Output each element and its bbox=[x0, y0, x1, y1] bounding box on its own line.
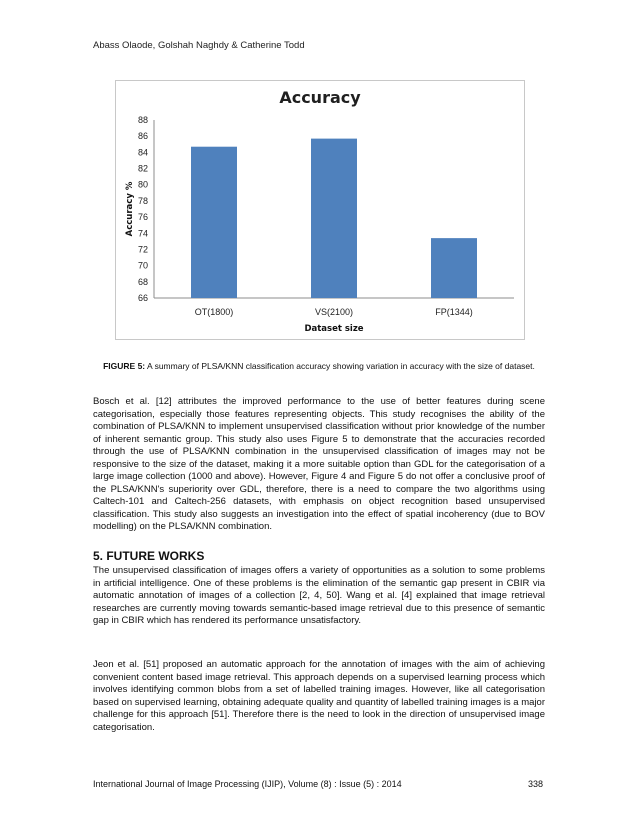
chart-title: Accuracy bbox=[279, 88, 361, 107]
figure-chart-frame bbox=[115, 80, 525, 340]
y-tick-label: 70 bbox=[137, 260, 148, 271]
y-axis-title: Accuracy % bbox=[125, 181, 135, 237]
y-tick-label: 84 bbox=[137, 147, 148, 158]
y-tick-label: 68 bbox=[137, 276, 148, 287]
y-tick-label: 88 bbox=[137, 115, 148, 125]
y-tick-label: 66 bbox=[137, 293, 148, 303]
figure-caption-text: A summary of PLSA/KNN classification accuracy showing variation in accuracy with the size of dataset. bbox=[145, 361, 535, 371]
bar-fp-1344 bbox=[431, 238, 477, 298]
bar-ot-1800 bbox=[191, 147, 237, 298]
figure-caption bbox=[93, 360, 545, 372]
body-paragraph-2: The unsupervised classification of images offers a variety of opportunities as a solution to some problems in artificial intelligence. One of these problems is the elimination of the semantic gap present in CBIR via automatic annotation of images of a collection [2, 4, 50]. Wang et al. [4] explained that image retrieval researches are currently moving towards semantic-based image retrieval due to this presence of semantic gap in CBIR which has rendered its performance unsatisfactory. bbox=[93, 565, 545, 626]
y-tick-label: 82 bbox=[137, 163, 148, 174]
accuracy-bar-chart bbox=[116, 81, 524, 339]
footer-page-number: 338 bbox=[528, 779, 544, 789]
x-category-label: VS(2100) bbox=[314, 307, 354, 317]
y-tick-label: 86 bbox=[137, 131, 148, 142]
x-category-label: OT(1800) bbox=[194, 307, 234, 317]
body-paragraph-3: Jeon et al. [51] proposed an automatic approach for the annotation of images with the aim of achieving convenient content based image retrieval. This approach depends on a supervised learning process which involves identifying common blobs from a set of labelled training images. However, like all categorisation based on supervised learning, obtaining adequate quality and quantity of labelled training images is a major challenge for this approach [51]. Therefore there is the need to look in the direction of unsupervised image categorisation. bbox=[93, 659, 545, 733]
section-heading-future-works: 5. FUTURE WORKS bbox=[93, 549, 205, 563]
y-tick-label: 80 bbox=[137, 179, 148, 190]
y-tick-label: 74 bbox=[137, 228, 148, 239]
y-tick-label: 76 bbox=[137, 212, 148, 223]
x-axis-title: Dataset size bbox=[304, 324, 364, 334]
x-category-label: FP(1344) bbox=[435, 307, 473, 317]
y-tick-label: 78 bbox=[137, 195, 148, 206]
body-paragraph-1: Bosch et al. [12] attributes the improved performance to the use of better features during scene categorisation, especially those features representing objects. This study recognises the ability of the combination of PLSA/KNN to implement unsupervised classification without prior knowledge of the number of inherent semantic group. This study also uses Figure 5 to demonstrate that the accuracies recorded through the use of PLSA/KNN combination in the unsupervised classification of images may not be responsive to the size of the dataset, making it a more suitable option than GDL for the categorisation of a large image collection (1000 and above). However, Figure 4 and Figure 5 do not offer a conclusive proof of the PLSA/KNN's superiority over GDL, therefore, there is a need to compare the two algorithms using Caltech-101 and Caltech-256 datasets, with emphasis on object recognition based unsupervised classification. This study also suggests an investigation into the effect of spatial incoherency (due to BOV modelling) on the PLSA/KNN combination. bbox=[93, 396, 545, 532]
bar-vs-2100 bbox=[311, 139, 357, 298]
running-head-authors: Abass Olaode, Golshah Naghdy & Catherine Todd bbox=[93, 40, 305, 51]
y-tick-label: 72 bbox=[137, 244, 148, 255]
footer-journal-citation: International Journal of Image Processing (IJIP), Volume (8) : Issue (5) : 2014 bbox=[93, 779, 402, 789]
figure-caption-label: FIGURE 5: bbox=[103, 361, 146, 371]
